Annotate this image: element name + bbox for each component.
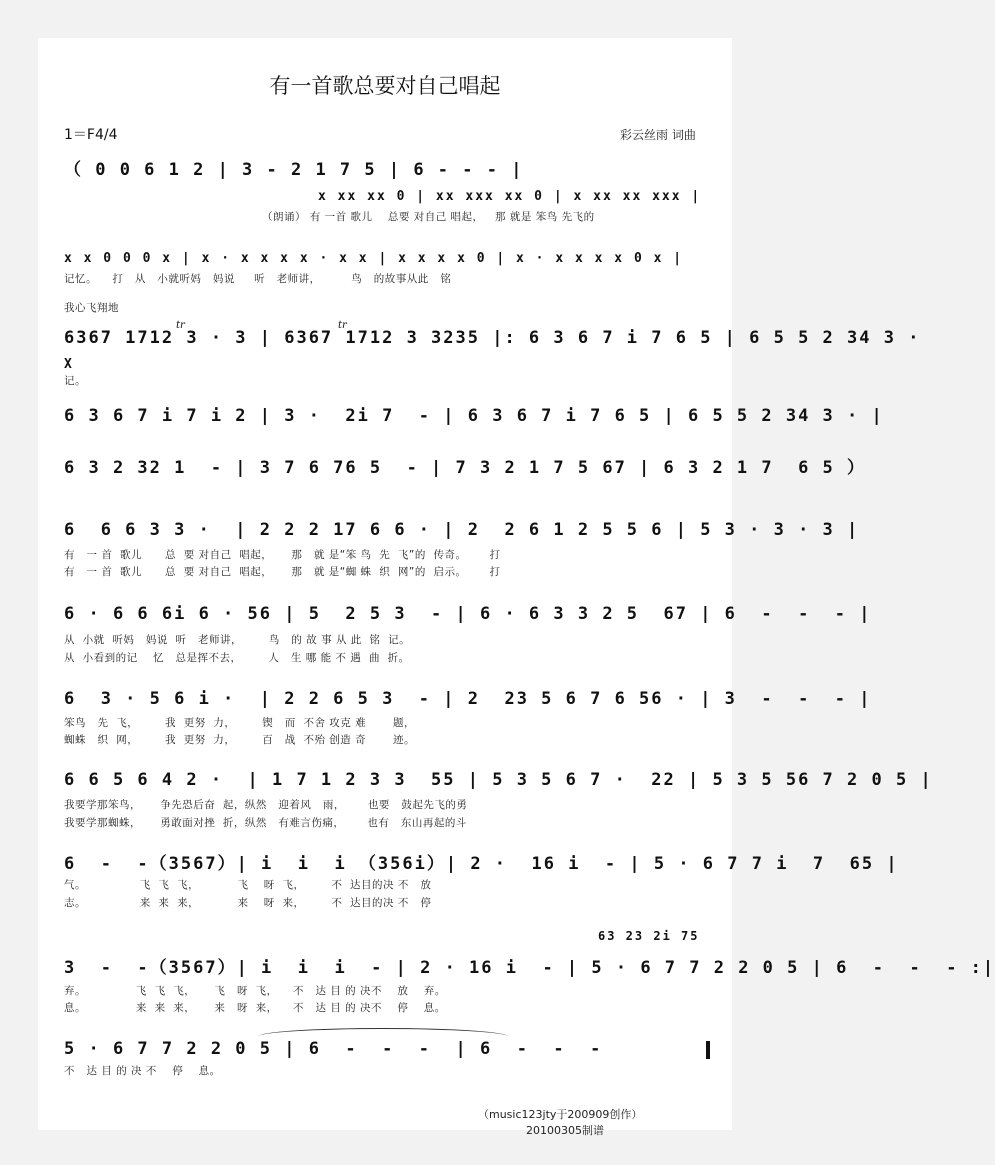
lyric-line-verse-2: 从 小看到的记 忆 总是挥不去， 人 生 哪 能 不 遇 曲 折。 bbox=[64, 652, 410, 664]
trill-mark: tr bbox=[338, 320, 347, 331]
lyric-line-verse-2: 志。 来 来 来， 来 呀 来， 不 达目的决 不 停 bbox=[64, 897, 432, 909]
final-barline bbox=[706, 1041, 710, 1059]
score-sheet bbox=[38, 38, 995, 1137]
lyric-line-verse-1: 笨鸟 先 飞， 我 更努 力， 锲 而 不舍 攻克 难 题， bbox=[64, 717, 415, 729]
melody-line: 6 6 6 3 3 · | 2 2 2 17 6 6 · | 2 2 6 1 2 5 5 6 | 5 3 · 3 · 3 | bbox=[64, 520, 860, 540]
melody-line: 5 · 6 7 7 2 2 0 5 | 6 - - - | 6 - - - bbox=[64, 1039, 603, 1059]
melody-line: 6 · 6 6 6i 6 · 56 | 5 2 5 3 - | 6 · 6 3 3 2 5 67 | 6 - - - | bbox=[64, 604, 872, 624]
lyric-line-verse-1: 从 小就 听妈 妈说 听 老师讲， 鸟 的 故 事 从 此 铭 记。 bbox=[64, 634, 411, 646]
melody-line: 6 3 · 5 6 i · | 2 2 6 5 3 - | 2 23 5 6 7 6 56 · | 3 - - - | bbox=[64, 689, 872, 709]
interlude-line-1: 6 3 6 7 i 7 i 2 | 3 · 2i 7 - | 6 3 6 7 i 7 6 5 | 6 5 5 2 34 3 · | bbox=[64, 406, 884, 426]
interlude-line-2: 6 3 2 32 1 - | 3 7 6 76 5 - | 7 3 2 1 7 5 67 | 6 3 2 1 7 6 5 ） bbox=[64, 458, 867, 478]
footer-creation-note: （music123jty于200909创作） bbox=[478, 1108, 643, 1121]
recitation-rhythm-line-2: x x 0 0 0 x | x · x x x x · x x | x x x x 0 | x · x x x x 0 x | bbox=[64, 251, 684, 266]
key-signature: 1＝F4/4 bbox=[64, 127, 118, 143]
composer-credit: 彩云丝雨 词曲 bbox=[620, 128, 696, 142]
recitation-text-line-4: 记。 bbox=[64, 375, 86, 387]
footer-date: 20100305制谱 bbox=[526, 1124, 604, 1137]
alternate-ending-notes: 63 23 2i 75 bbox=[598, 929, 700, 943]
lyric-line-verse-1: 我要学那笨鸟， 争先恐后奋 起，纵然 迎着风 雨， 也要 鼓起先飞的勇 bbox=[64, 799, 468, 811]
trill-mark: tr bbox=[176, 320, 185, 331]
intro-melody-line: （ 0 0 6 1 2 | 3 - 2 1 7 5 | 6 - - - | bbox=[64, 160, 524, 180]
recitation-text-line-3: 我心飞翔地 bbox=[64, 302, 119, 314]
lyric-line-verse-2: 息。 来 来 来， 来 呀 来， 不 达 目 的 决不 停 息。 bbox=[64, 1002, 446, 1014]
lyric-line-verse-2: 蜘蛛 织 网， 我 更努 力， 百 战 不殆 创造 奇 迹。 bbox=[64, 734, 415, 746]
intro-melody-line-2: 6367 1712 3 · 3 | 6367 1712 3 3235 |: 6 3 6 7 i 7 6 5 | 6 5 5 2 34 3 · bbox=[64, 328, 921, 348]
recitation-x-mark: X bbox=[64, 357, 74, 372]
lyric-line-verse-2: 我要学那蜘蛛， 勇敢面对挫 折，纵然 有难言伤痛， 也有 东山再起的斗 bbox=[64, 817, 467, 829]
lyric-line-verse-1: 气。 飞 飞 飞， 飞 呀 飞， 不 达目的决 不 放 bbox=[64, 879, 432, 891]
lyric-line-verse-1: 不 达 目 的 决 不 停 息。 bbox=[64, 1065, 221, 1077]
lyric-line-verse-1: 有 一 首 歌儿 总 要 对自己 唱起， 那 就 是“笨 鸟 先 飞”的 传奇。 打 bbox=[64, 549, 501, 561]
lyric-line-verse-2: 有 一 首 歌儿 总 要 对自己 唱起， 那 就 是“蜘 蛛 织 网”的 启示。 打 bbox=[64, 566, 501, 578]
melody-line: 6 6 5 6 4 2 · | 1 7 1 2 3 3 55 | 5 3 5 6 7 · 22 | 5 3 5 56 7 2 0 5 | bbox=[64, 770, 933, 790]
recitation-rhythm-line: x xx xx 0 | xx xxx xx 0 | x xx xx xxx | bbox=[318, 189, 702, 204]
lyric-line-verse-1: 弃。 飞 飞 飞， 飞 呀 飞， 不 达 目 的 决不 放 弃。 bbox=[64, 985, 446, 997]
song-title: 有一首歌总要对自己唱起 bbox=[269, 74, 501, 98]
melody-line: 3 - -（3567）| i i i - | 2 · 16 i - | 5 · 6 7 7 2 2 0 5 | 6 - - - :| bbox=[64, 958, 995, 978]
recitation-text-line-2: 记忆。 打 从 小就听妈 妈说 听 老师讲， 鸟 的故事从此 铭 bbox=[64, 273, 452, 285]
recitation-text-line: （朗诵） 有 一首 歌儿 总要 对自己 唱起， 那 就是 笨鸟 先飞的 bbox=[262, 211, 595, 223]
melody-line: 6 - -（3567）| i i i （356i）| 2 · 16 i - | 5 · 6 7 7 i 7 65 | bbox=[64, 854, 899, 874]
